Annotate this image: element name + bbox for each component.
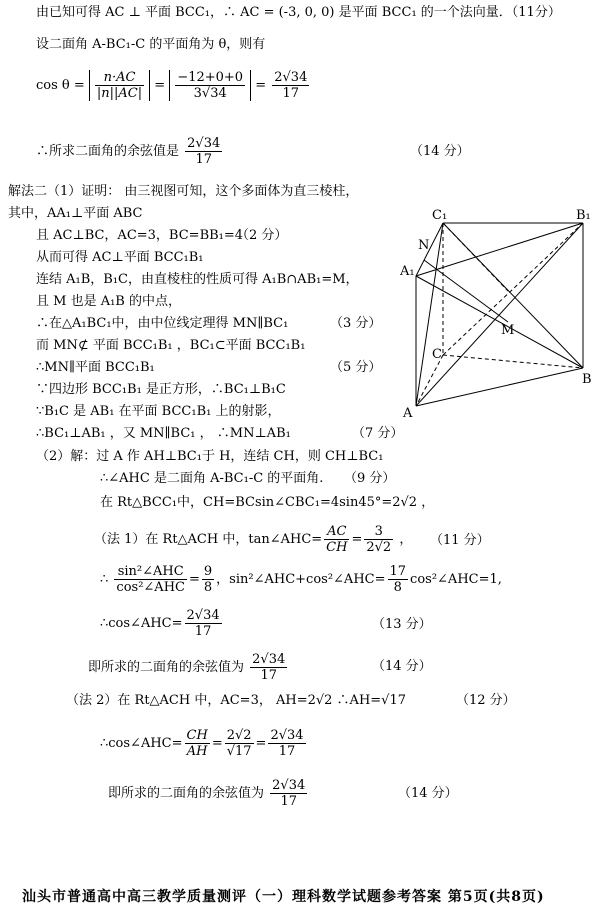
edge-a-b1 (416, 223, 583, 406)
fa2-frac-1-num: CH (186, 728, 208, 743)
cos-frac-3-den: 17 (282, 86, 300, 101)
fa1-frac-result (185, 608, 222, 639)
method2-line-9: ∴MN∥平面 BCC₁B₁ (36, 360, 155, 375)
fa2-frac-3-num: 2√34 (270, 728, 304, 743)
edge-a1-b1 (416, 223, 583, 276)
answer-1-text: ∴所求二面角的余弦值是 (36, 144, 180, 159)
fa2-frac-ch-ah (185, 728, 210, 759)
part2-line-2-points: （9 分） (344, 471, 396, 486)
cos-frac-1-den: |n||AC| (96, 86, 143, 101)
cos-lhs: cos θ = (36, 78, 85, 93)
fa2-line-2: ∴cos∠AHC= $\frac{CH}{AH}$ = $\frac{2√2}{√17}$ = $\frac{2√34}{17}$ (100, 728, 304, 759)
method2-line-9-points: （5 分） (330, 360, 382, 375)
label-a: A (403, 406, 413, 421)
fa2-frac-2-num: 2√2 (226, 728, 252, 743)
prism-figure (398, 203, 603, 423)
fa2-answer-points: （14 分） (398, 786, 458, 801)
page-footer: 汕头市普通高中高三教学质量测评（一）理科数学试题参考答案 第5页(共8页) (22, 889, 545, 905)
fa1-frac-3-num: sin²∠AHC (114, 564, 187, 580)
fa2-frac-3-den: 17 (278, 744, 296, 759)
fa1-line-3-points: （13 分） (372, 617, 432, 632)
cos-frac-2-num: −12+0+0 (177, 70, 244, 85)
fa2-line-2-text: ∴cos∠AHC= (100, 736, 183, 751)
fa1-frac-4-den: 8 (203, 580, 213, 595)
part2-line-1: （2）解：过 A 作 AH⊥BC₁于 H，连结 CH，则 CH⊥BC₁ (36, 449, 384, 464)
fa1-line-2-post: cos²∠AHC=1, (410, 572, 502, 587)
line-dihedral-setup: 设二面角 A-BC₁-C 的平面角为 θ，则有 (36, 37, 266, 52)
fa1-line-3 (100, 608, 224, 639)
method2-line-5: 连结 A₁B，B₁C，由直棱柱的性质可得 A₁B∩AB₁=M， (36, 272, 359, 287)
method2-line-10: ∵四边形 BCC₁B₁ 是正方形，∴BC₁⊥B₁C (36, 382, 286, 397)
fa1-line-2: ∴ $\frac{\text{sin²∠AHC}}{\text{cos²∠AHC}}$ = $\frac{9}{8}$ ，sin²∠AHC+cos²∠AHC= $\frac{17}{8}$ cos²∠AHC=1, (100, 564, 502, 595)
label-b1: B₁ (576, 208, 591, 223)
method2-line-4: 从而可得 AC⊥平面 BCC₁B₁ (36, 250, 204, 265)
method2-line-3-points: （2 分） (236, 228, 288, 243)
label-c1: C₁ (432, 208, 448, 223)
label-n: N (418, 238, 430, 253)
fa2-answer-num: 2√34 (272, 778, 306, 793)
method2-line-6: 且 M 也是 A₁B 的中点， (36, 294, 181, 309)
fa1-line-2-mid: ，sin²∠AHC+cos²∠AHC= (216, 572, 386, 587)
fa2-frac-result (268, 728, 305, 759)
fa2-line-1-points: （12 分） (456, 693, 516, 708)
fa1-answer-num: 2√34 (252, 652, 286, 667)
fa2-answer (108, 778, 309, 809)
label-m: M (501, 323, 515, 338)
fa1-frac-1-num: AC (324, 524, 349, 540)
fa1-line-2-therefore: ∴ (100, 572, 109, 587)
fa1-frac-ac-ch (324, 524, 349, 555)
answer-1-num: 2√34 (187, 136, 221, 151)
part2-line-3: 在 Rt△BCC₁中，CH=BCsin∠CBC₁=4sin45°=2√2 ， (100, 495, 435, 510)
cos-theta-formula: cos θ = $\frac{n\cdot AC}{|n||AC|}$ = $\frac{-12+0+0}{3√34}$ = $\frac{2√34}{17}$ (36, 70, 308, 101)
fa1-frac-17-8 (388, 564, 409, 595)
method2-title: 解法二（1）证明： 由三视图可知，这个多面体为直三棱柱， (8, 184, 359, 199)
fa1-frac-6-den: 17 (194, 624, 212, 639)
cos-frac-1 (95, 70, 144, 101)
fa1-frac-3-den: cos²∠AHC (116, 580, 185, 595)
cos-frac-3-num: 2√34 (274, 70, 308, 85)
edge-a-b (416, 368, 583, 406)
method2-line-3: 且 AC⊥BC，AC=3，BC=BB₁=4 (36, 228, 244, 243)
method2-line-7-points: （3 分） (330, 316, 382, 331)
fa2-answer-frac (270, 778, 307, 809)
method2-line-12: ∴BC₁⊥AB₁ ，又 MN∥BC₁ ， ∴MN⊥AB₁ (36, 426, 291, 441)
cos-abs-1 (89, 70, 150, 101)
fa1-frac-4-num: 9 (203, 564, 213, 579)
method2-line-8: 而 MN⊄ 平面 BCC₁B₁ ，BC₁⊂平面 BCC₁B₁ (36, 338, 306, 353)
label-b: B (582, 372, 592, 387)
fa1-line-3-text: ∴cos∠AHC= (100, 616, 183, 631)
line-normal-vector: 由已知可得 AC ⊥ 平面 BCC₁，∴ AC = (-3, 0, 0) 是平面 BCC₁ 的一个法向量．（11分） (36, 5, 561, 20)
part2-line-2: ∴∠AHC 是二面角 A-BC₁-C 的平面角. (100, 471, 324, 486)
fa1-answer (88, 652, 289, 683)
fa2-answer-text: 即所求的二面角的余弦值为 (108, 786, 265, 801)
fa1-answer-text: 即所求的二面角的余弦值为 (88, 660, 245, 675)
fa1-answer-points: （14 分） (372, 659, 432, 674)
fa1-frac-sin-cos (114, 564, 187, 595)
fa1-frac-2-den: 2√2 (366, 540, 392, 555)
fa1-frac-5-num: 17 (389, 564, 407, 579)
cos-frac-3 (272, 70, 309, 101)
fa1-line-1-text: （法 1）在 Rt△ACH 中，tan∠AHC= (94, 532, 323, 547)
fa1-frac-1-den: CH (326, 540, 348, 555)
fa2-frac-1-den: AH (186, 744, 208, 759)
fa1-frac-3-2r2 (364, 524, 393, 555)
method2-line-11: ∵B₁C 是 AB₁ 在平面 BCC₁B₁ 上的射影， (36, 404, 281, 419)
fa1-line-1: （法 1）在 Rt△ACH 中，tan∠AHC= $\frac{AC}{CH}$ = $\frac{3}{2√2}$ ， (94, 524, 413, 555)
fa2-answer-den: 17 (280, 794, 297, 809)
cos-frac-2-den: 3√34 (193, 86, 227, 101)
fa1-frac-6-num: 2√34 (186, 608, 220, 623)
fa2-line-1: （法 2）在 Rt△ACH 中，AC=3， AH=2√2 ∴AH=√17 (66, 693, 406, 708)
answer-1-points: （14 分） (410, 144, 470, 159)
cos-frac-2 (175, 70, 245, 101)
method2-line-2: 其中，AA₁⊥平面 ABC (8, 206, 143, 221)
fa2-frac-2-den: √17 (226, 744, 252, 759)
fa1-line-1-points: （11 分） (430, 533, 490, 548)
answer-1-frac (185, 136, 222, 167)
fa1-frac-5-den: 8 (393, 580, 402, 595)
fa1-frac-2-num: 3 (364, 524, 393, 540)
label-c: C (432, 347, 442, 362)
method2-line-7: ∴在△A₁BC₁中，由中位线定理得 MN∥BC₁ (36, 316, 289, 331)
fa1-frac-9-8 (202, 564, 214, 595)
fa1-answer-frac (250, 652, 287, 683)
answer-1 (36, 136, 224, 167)
fa1-answer-den: 17 (260, 668, 277, 683)
answer-1-den: 17 (195, 152, 212, 167)
label-a1: A₁ (400, 264, 415, 279)
cos-abs-2 (169, 70, 251, 101)
cos-frac-1-num: n·AC (95, 70, 144, 86)
fa2-frac-2r2-r17 (225, 728, 254, 759)
method2-line-12-points: （7 分） (352, 426, 404, 441)
